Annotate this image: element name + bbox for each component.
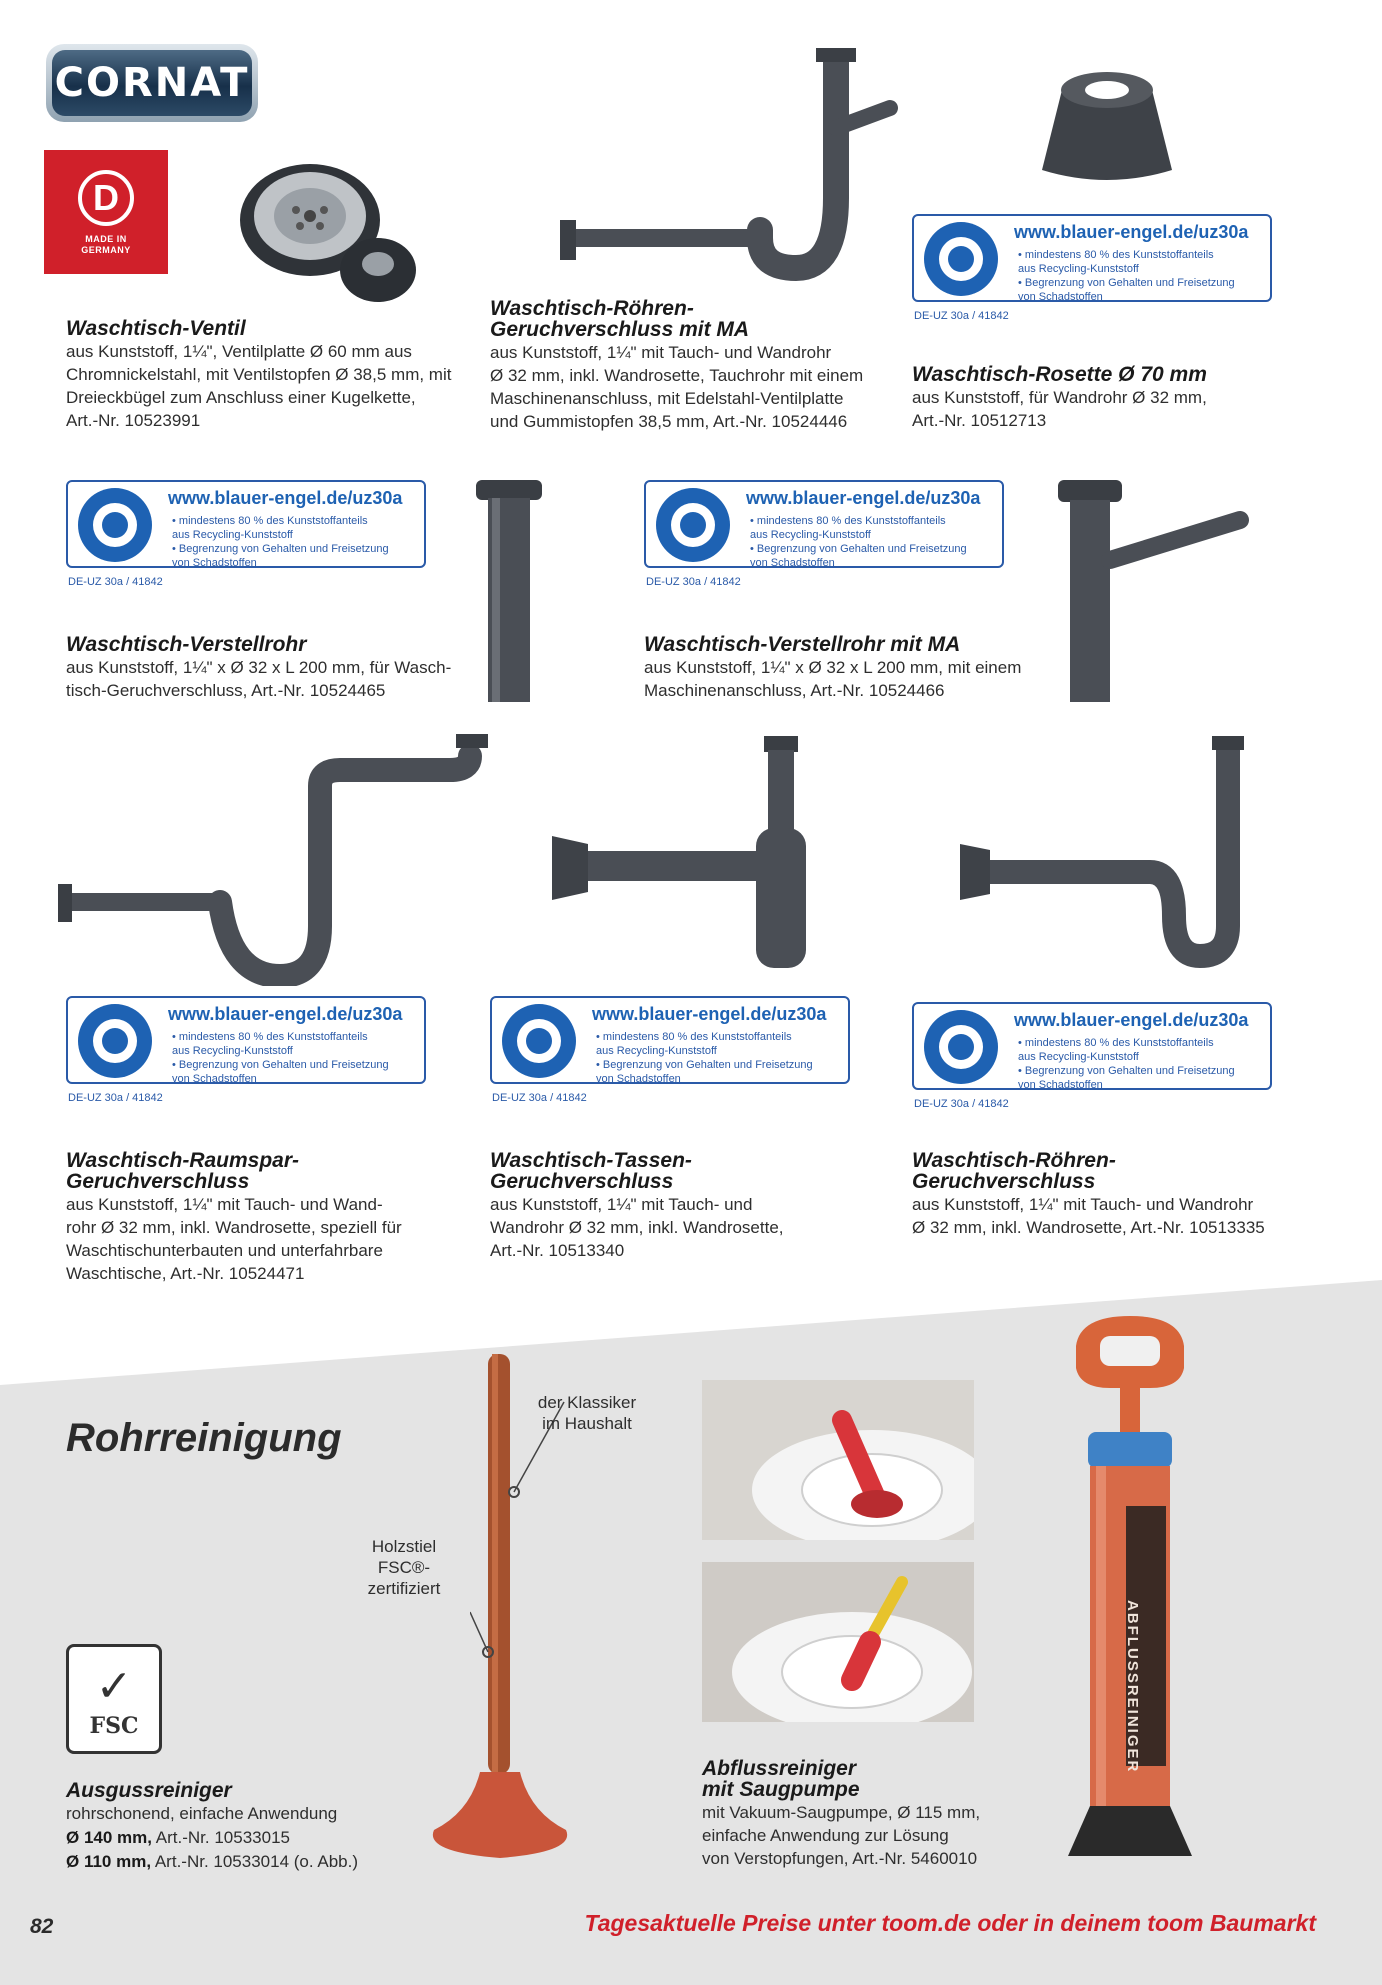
- badge-line1: MADE IN: [85, 234, 127, 244]
- product-description: mit Vakuum-Saugpumpe, Ø 115 mm, einfache Anwendung zur Lösung von Verstopfungen, Art.-Nr. 5460010: [702, 1803, 981, 1868]
- blauer-engel-bullet2: • Begrenzung von Gehalten und Freisetzung von Schadstoffen: [750, 543, 967, 569]
- blauer-engel-label: [66, 480, 426, 588]
- blauer-engel-icon: [924, 1010, 998, 1084]
- blauer-engel-bullet1: • mindestens 80 % des Kunststoffanteils aus Recycling-Kunststoff: [596, 1031, 792, 1057]
- product-image-raumspar-geruchverschluss: [50, 726, 490, 986]
- tree-icon: ✓: [95, 1662, 133, 1711]
- badge-letter: D: [78, 170, 134, 226]
- product-roehren-geruchverschluss: [912, 1150, 1332, 1239]
- blauer-engel-icon: [78, 488, 152, 562]
- blauer-engel-bullet1: • mindestens 80 % des Kunststoffanteils aus Recycling-Kunststoff: [172, 515, 368, 541]
- product-image-roehren-geruchverschluss: [950, 736, 1270, 976]
- blauer-engel-code: DE-UZ 30a / 41842: [492, 1092, 587, 1104]
- blauer-engel-url: www.blauer-engel.de/uz30a: [168, 488, 403, 508]
- badge-line2: GERMANY: [81, 245, 131, 255]
- blauer-engel-icon: [924, 222, 998, 296]
- product-verstellrohr: [66, 634, 486, 702]
- product-description: aus Kunststoff, 1¼" mit Tauch- und Wandrohr Ø 32 mm, inkl. Wandrosette, Art.-Nr. 10513340: [490, 1195, 784, 1260]
- blauer-engel-label: [490, 996, 850, 1104]
- product-verstellrohr-ma: [644, 634, 1064, 702]
- product-title: Waschtisch-Raumspar- Geruchverschluss: [66, 1149, 300, 1193]
- blauer-engel-code: DE-UZ 30a / 41842: [68, 1092, 163, 1104]
- art-nr-140: Art.-Nr. 10533015: [152, 1828, 290, 1847]
- product-title: Ausgussreiniger: [66, 1779, 232, 1802]
- annotation-lines: [470, 1400, 610, 1660]
- product-title: Waschtisch-Tassen- Geruchverschluss: [490, 1149, 692, 1193]
- product-title: Waschtisch-Ventil: [66, 317, 246, 340]
- blauer-engel-url: www.blauer-engel.de/uz30a: [168, 1004, 403, 1024]
- product-title: Waschtisch-Verstellrohr mit MA: [644, 633, 961, 656]
- fsc-logo: [66, 1644, 162, 1754]
- blauer-engel-icon: [502, 1004, 576, 1078]
- product-image-verstellrohr-ma: [1050, 480, 1260, 710]
- section-title: Rohrreinigung: [66, 1416, 342, 1460]
- page-number: 82: [30, 1915, 54, 1938]
- blauer-engel-bullet2: • Begrenzung von Gehalten und Freisetzung von Schadstoffen: [1018, 277, 1235, 303]
- blauer-engel-bullet2: • Begrenzung von Gehalten und Freisetzung von Schadstoffen: [172, 1059, 389, 1085]
- blauer-engel-code: DE-UZ 30a / 41842: [68, 576, 163, 588]
- product-description: aus Kunststoff, 1¼" x Ø 32 x L 200 mm, mit einem Maschinenanschluss, Art.-Nr. 10524466: [644, 658, 1022, 700]
- blauer-engel-label: [912, 1002, 1272, 1110]
- blauer-engel-url: www.blauer-engel.de/uz30a: [1014, 1010, 1249, 1030]
- usage-photo-1: [702, 1380, 974, 1540]
- product-title: Abflussreiniger mit Saugpumpe: [702, 1757, 860, 1801]
- product-tassen-geruchverschluss: [490, 1150, 910, 1262]
- cornat-logo: [46, 44, 258, 122]
- product-ausgussreiniger: [66, 1780, 486, 1873]
- product-description: aus Kunststoff, 1¼", Ventilplatte Ø 60 mm aus Chromnickelstahl, mit Ventilstopfen Ø 38,5 mm, mit Dreieckbügel zum Anschluss einer Kugelkette, Art.-Nr. 10523991: [66, 342, 452, 430]
- pump-label: ABFLUSSREINIGER: [1124, 1600, 1141, 1774]
- annotation-classic: der Klassiker im Haushalt: [537, 1393, 637, 1433]
- footer-tagline: Tagesaktuelle Preise unter toom.de oder in deinem toom Baumarkt: [584, 1910, 1316, 1936]
- fsc-text: FSC: [89, 1713, 139, 1739]
- product-description: aus Kunststoff, 1¼" x Ø 32 x L 200 mm, für Wasch- tisch-Geruchverschluss, Art.-Nr. 10524465: [66, 658, 452, 700]
- product-description: aus Kunststoff, 1¼" mit Tauch- und Wandrohr Ø 32 mm, inkl. Wandrosette, Tauchrohr mit einem Maschinenanschluss, mit Edelstahl-Ventilplatte und Gummistopfen 38,5 mm, Art.-Nr. 10524446: [490, 343, 864, 431]
- product-description-line1: rohrschonend, einfache Anwendung: [66, 1804, 338, 1823]
- product-rosette: [912, 364, 1332, 432]
- product-description: aus Kunststoff, 1¼" mit Tauch- und Wand- rohr Ø 32 mm, inkl. Wandrosette, speziell für Waschtischunterbauten und unterfahrbare Waschtische, Art.-Nr. 10524471: [66, 1195, 402, 1283]
- product-image-tassen-geruchverschluss: [548, 736, 838, 976]
- product-roehren-geruchverschluss-ma: [490, 298, 910, 433]
- size-140: Ø 140 mm,: [66, 1828, 152, 1847]
- blauer-engel-code: DE-UZ 30a / 41842: [646, 576, 741, 588]
- blauer-engel-label: [66, 996, 426, 1104]
- blauer-engel-code: DE-UZ 30a / 41842: [914, 310, 1009, 322]
- product-title: Waschtisch-Rosette Ø 70 mm: [912, 363, 1207, 386]
- blauer-engel-bullet1: • mindestens 80 % des Kunststoffanteils aus Recycling-Kunststoff: [172, 1031, 368, 1057]
- logo-text: CORNAT: [52, 50, 252, 116]
- product-image-waschtisch-ventil: [230, 160, 430, 310]
- product-description: aus Kunststoff, 1¼" mit Tauch- und Wandrohr Ø 32 mm, inkl. Wandrosette, Art.-Nr. 10513335: [912, 1195, 1265, 1237]
- blauer-engel-url: www.blauer-engel.de/uz30a: [746, 488, 981, 508]
- blauer-engel-bullet2: • Begrenzung von Gehalten und Freisetzung von Schadstoffen: [596, 1059, 813, 1085]
- product-image-roehren-geruchverschluss-ma: [550, 48, 910, 308]
- blauer-engel-code: DE-UZ 30a / 41842: [914, 1098, 1009, 1110]
- blauer-engel-bullet1: • mindestens 80 % des Kunststoffanteils aus Recycling-Kunststoff: [1018, 1037, 1214, 1063]
- blauer-engel-url: www.blauer-engel.de/uz30a: [1014, 222, 1249, 242]
- product-title: Waschtisch-Verstellrohr: [66, 633, 307, 656]
- blauer-engel-label: [644, 480, 1004, 588]
- product-raumspar-geruchverschluss: [66, 1150, 486, 1285]
- blauer-engel-bullet1: • mindestens 80 % des Kunststoffanteils aus Recycling-Kunststoff: [750, 515, 946, 541]
- product-waschtisch-ventil: [66, 318, 486, 432]
- product-image-rosette: [1022, 60, 1192, 190]
- blauer-engel-url: www.blauer-engel.de/uz30a: [592, 1004, 827, 1024]
- blauer-engel-icon: [78, 1004, 152, 1078]
- size-110: Ø 110 mm,: [66, 1852, 152, 1871]
- made-in-germany-badge: [44, 150, 168, 274]
- annotation-wood-handle: Holzstiel FSC®- zertifiziert: [367, 1537, 441, 1598]
- art-nr-110: Art.-Nr. 10533014 (o. Abb.): [151, 1852, 359, 1871]
- usage-photo-2: [702, 1562, 974, 1722]
- blauer-engel-icon: [656, 488, 730, 562]
- product-description: aus Kunststoff, für Wandrohr Ø 32 mm, Art.-Nr. 10512713: [912, 388, 1207, 430]
- product-abflussreiniger: [702, 1758, 1122, 1870]
- product-title: Waschtisch-Röhren- Geruchverschluss mit MA: [490, 297, 750, 341]
- blauer-engel-bullet1: • mindestens 80 % des Kunststoffanteils aus Recycling-Kunststoff: [1018, 249, 1214, 275]
- product-title: Waschtisch-Röhren- Geruchverschluss: [912, 1149, 1116, 1193]
- blauer-engel-bullet2: • Begrenzung von Gehalten und Freisetzung von Schadstoffen: [1018, 1065, 1235, 1091]
- blauer-engel-bullet2: • Begrenzung von Gehalten und Freisetzung von Schadstoffen: [172, 543, 389, 569]
- blauer-engel-label: [912, 214, 1272, 322]
